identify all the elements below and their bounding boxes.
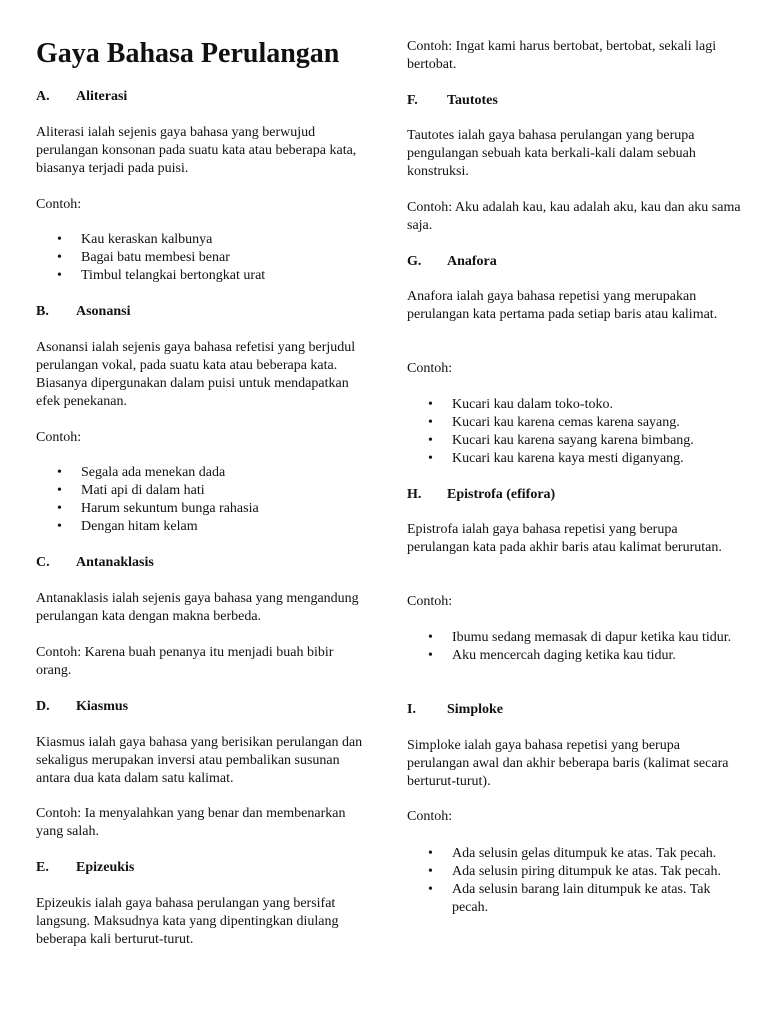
section-heading-epizeukis [36, 859, 372, 877]
example-text-kiasmus: Contoh: Ia menyalahkan yang benar dan membenarkan yang salah. [36, 806, 346, 839]
page-title: Gaya Bahasa Perulangan [36, 38, 340, 69]
section-description-simploke: Simploke ialah gaya bahasa repetisi yang berupa perulangan awal dan akhir beberapa baris (kalimat secara berturut-turut). [407, 738, 729, 789]
example-label: Contoh: [36, 430, 82, 445]
section-description-tautotes: Tautotes ialah gaya bahasa perulangan yang berupa pengulangan sebuah kata berkali-kali dalam sebuah konstruksi. [407, 128, 696, 179]
section-letter: G. [407, 254, 422, 269]
example-label: Contoh: [407, 361, 453, 376]
section-heading-epistrofa [407, 486, 743, 504]
section-description-antanaklasis: Antanaklasis ialah sejenis gaya bahasa yang mengandung perulangan kata dengan makna berbeda. [36, 591, 359, 624]
example-text-epizeukis: Contoh: Ingat kami harus bertobat, bertobat, sekali lagi bertobat. [407, 39, 717, 72]
section-description-epizeukis: Epizeukis ialah gaya bahasa perulangan yang bersifat langsung. Maksudnya kata yang dipentingkan diulang beberapa kali berturut-turut. [36, 896, 339, 947]
section-description-epistrofa: Epistrofa ialah gaya bahasa repetisi yang berupa perulangan kata pada akhir baris atau kalimat berurutan. [407, 522, 722, 555]
section-letter: F. [407, 93, 418, 108]
section-letter: A. [36, 89, 50, 104]
list-item: • Segala ada menekan dada [36, 464, 372, 482]
section-heading-anafora [407, 253, 743, 271]
list-item: • Timbul telangkai bertongkat urat [36, 267, 372, 285]
example-label: Contoh: [407, 594, 453, 609]
section-name: Kiasmus [76, 699, 129, 714]
example-text-antanaklasis: Contoh: Karena buah penanya itu menjadi buah bibir orang. [36, 645, 334, 678]
section-heading-antanaklasis [36, 554, 372, 572]
section-heading-kiasmus [36, 698, 372, 716]
section-name: Asonansi [76, 304, 131, 319]
section-letter: H. [407, 487, 422, 502]
section-name: Anafora [447, 254, 497, 269]
section-letter: C. [36, 555, 50, 570]
section-description-anafora: Anafora ialah gaya bahasa repetisi yang merupakan perulangan kata pertama pada setiap baris atau kalimat. [407, 289, 718, 322]
list-item: • Kucari kau karena cemas karena sayang. [407, 414, 743, 432]
example-list-simploke [407, 845, 743, 917]
section-name: Simploke [447, 702, 504, 717]
section-letter: I. [407, 702, 416, 717]
example-text-tautotes: Contoh: Aku adalah kau, kau adalah aku, kau dan aku sama saja. [407, 200, 741, 233]
section-letter: B. [36, 304, 49, 319]
section-description-kiasmus: Kiasmus ialah gaya bahasa yang berisikan perulangan dan sekaligus merupakan inversi atau pembalikan susunan antara dua kata dalam satu kalimat. [36, 735, 363, 786]
section-letter: E. [36, 860, 49, 875]
list-item: • Kucari kau karena kaya mesti diganyang. [407, 450, 743, 468]
list-item: • Kucari kau dalam toko-toko. [407, 396, 743, 414]
section-heading-asonansi [36, 303, 372, 321]
section-heading-aliterasi [36, 88, 372, 106]
list-item: • Kucari kau karena sayang karena bimbang. [407, 432, 743, 450]
example-label: Contoh: [36, 197, 82, 212]
list-item: • Ada selusin barang lain ditumpuk ke atas. Tak pecah. [407, 881, 743, 917]
list-item: • Ada selusin gelas ditumpuk ke atas. Tak pecah. [407, 845, 743, 863]
example-label: Contoh: [407, 809, 453, 824]
list-item: • Kau keraskan kalbunya [36, 231, 372, 249]
section-name: Tautotes [447, 93, 498, 108]
section-name: Aliterasi [76, 89, 128, 104]
section-heading-tautotes [407, 92, 743, 110]
section-name: Epistrofa (efifora) [447, 487, 556, 502]
list-item: • Mati api di dalam hati [36, 482, 372, 500]
section-name: Epizeukis [76, 860, 135, 875]
example-list-asonansi [36, 464, 372, 536]
example-list-epistrofa [407, 629, 743, 665]
list-item: • Dengan hitam kelam [36, 518, 372, 536]
section-name: Antanaklasis [76, 555, 154, 570]
list-item: • Harum sekuntum bunga rahasia [36, 500, 372, 518]
section-description-asonansi: Asonansi ialah sejenis gaya bahasa refetisi yang berjudul perulangan vokal, pada suatu kata atau beberapa kata. Biasanya dipergunakan dalam puisi untuk mendapatkan efek penekanan. [36, 340, 356, 409]
example-list-anafora [407, 396, 743, 468]
list-item: • Ibumu sedang memasak di dapur ketika kau tidur. [407, 629, 743, 647]
list-item: • Bagai batu membesi benar [36, 249, 372, 267]
example-list-aliterasi [36, 231, 372, 285]
section-description-aliterasi: Aliterasi ialah sejenis gaya bahasa yang berwujud perulangan konsonan pada suatu kata atau beberapa kata, biasanya terjadi pada puisi. [36, 125, 357, 176]
section-letter: D. [36, 699, 50, 714]
list-item: • Ada selusin piring ditumpuk ke atas. Tak pecah. [407, 863, 743, 881]
list-item: • Aku mencercah daging ketika kau tidur. [407, 647, 743, 665]
section-heading-simploke [407, 701, 743, 719]
